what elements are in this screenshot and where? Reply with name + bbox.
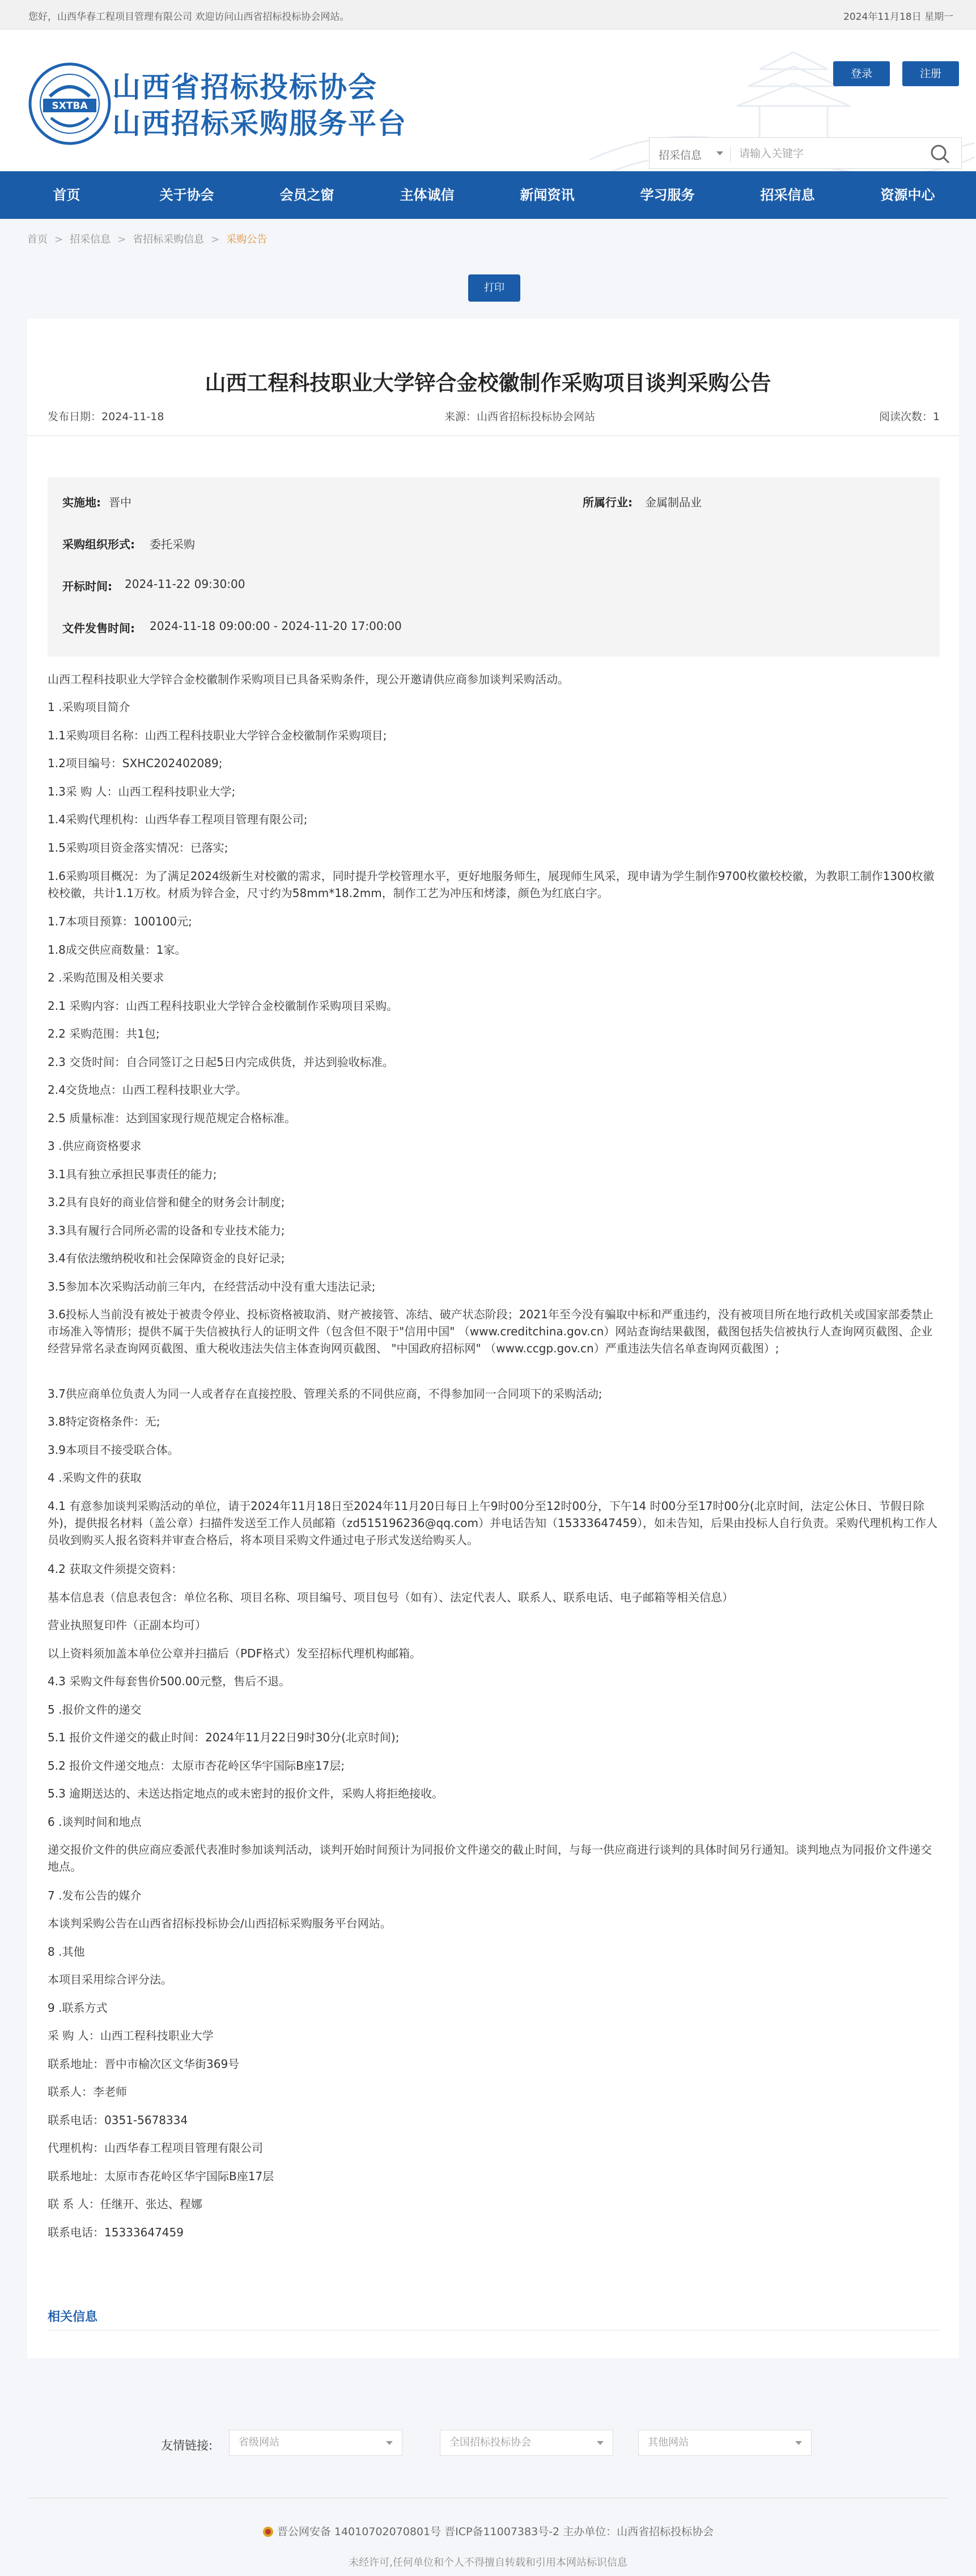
main-nav (0, 171, 976, 219)
industry-value: 金属制品业 (645, 496, 702, 509)
logo-badge-text: SXTBA (52, 100, 88, 112)
paragraph: 递交报价文件的供应商应委派代表准时参加谈判活动，谈判开始时间预计为同报价文件递交的截止时间，与每一供应商进行谈判的具体时间另行通知。谈判地点为同报价文件递交地点。 (48, 1843, 932, 1873)
paragraph: 2.5 质量标准：达到国家现行规范规定合格标准。 (48, 1111, 296, 1125)
police-badge-icon (262, 2526, 274, 2537)
nav-item-learning[interactable]: 学习服务 (640, 187, 695, 203)
copyright-text: 未经许可,任何单位和个人不得擅自转载和引用本网站标识信息 (349, 2557, 627, 2569)
paragraph: 3.3具有履行合同所必需的设备和专业技术能力; (48, 1224, 285, 1237)
friend-links-bar (0, 2402, 976, 2476)
search-category-select[interactable]: 招采信息 (659, 149, 702, 162)
paragraph: 4.1 有意参加谈判采购活动的单位，请于2024年11月18日至2024年11月20日每日上午9时00分至12时00分，下午14 时00分至17时00分(北京时间，法定公休日、节假日除外)，提供报名材料（盖公章）扫描件发送至工作人员邮箱（zd515196236@qq.com）并电话告知（15333647459），如未告知，后果由投标人自行负责。采购代理机构工作人员收到购买人报名资料并审查合格后，将本项目采购文件通过电子形式发送给购买人。 (48, 1499, 937, 1547)
article-source (444, 408, 595, 424)
paragraph: 2.3 交货时间：自合同签订之日起5日内完成供货，并达到验收标准。 (48, 1055, 394, 1069)
other-sites-select[interactable] (638, 2430, 812, 2456)
place-label: 实施地: (62, 496, 101, 509)
paragraph: 3.4有依法缴纳税收和社会保障资金的良好记录; (48, 1251, 285, 1265)
paragraph: 营业执照复印件（正副本均可） (48, 1618, 206, 1632)
login-button[interactable]: 登录 (833, 61, 890, 86)
paragraph: 1.8成交供应商数量：1家。 (48, 943, 186, 957)
site-title-line2: 山西招标采购服务平台 (112, 107, 407, 140)
paragraph: 1.7本项目预算：100100元; (48, 915, 192, 928)
search-input[interactable] (739, 143, 920, 164)
paragraph: 联系电话：15333647459 (48, 2226, 184, 2239)
place-value: 晋中 (109, 496, 131, 509)
breadcrumb-current: 采购公告 (226, 234, 268, 246)
breadcrumb-province[interactable]: 省招标采购信息 (133, 234, 205, 246)
provincial-sites-select[interactable] (229, 2430, 402, 2456)
related-info-title: 相关信息 (48, 2310, 98, 2324)
paragraph: 7 .发布公告的媒介 (48, 1889, 142, 1902)
title-divider (27, 435, 959, 436)
paragraph: 3.6投标人当前没有被处于被责令停业、投标资格被取消、财产被接管、冻结、破产状态阶段；2021年至今没有骗取中标和严重违约，没有被项目所在地行政机关或国家部委禁止市场准入等情形；提供不属于失信被执行人的证明文件（包含但不限于"信用中国" （www.creditchina.gov.cn）网站查询结果截图，截图包括失信被执行人查询网页截图、企业经营异常名录查询网页截图、重大税收违法失信主体查询网页截图、 "中国政府招标网" （www.ccgp.gov.cn）严重违法失信名单查询网页截图）; (48, 1308, 933, 1355)
paragraph: 1.5采购项目资金落实情况：已落实; (48, 841, 228, 855)
paragraph: 联系地址：晋中市榆次区文华街369号 (48, 2057, 240, 2071)
paragraph: 4 .采购文件的获取 (48, 1471, 142, 1484)
open-time-value: 2024-11-22 09:30:00 (125, 577, 245, 591)
paragraph: 2.4交货地点：山西工程科技职业大学。 (48, 1083, 247, 1097)
national-sites-select-label: 全国招标投标协会 (449, 2437, 531, 2448)
paragraph: 2.1 采购内容：山西工程科技职业大学锌合金校徽制作采购项目采购。 (48, 999, 398, 1013)
paragraph: 3.2具有良好的商业信誉和健全的财务会计制度; (48, 1195, 285, 1209)
register-button[interactable]: 注册 (902, 61, 959, 86)
chevron-down-icon (716, 151, 723, 155)
icp-info (0, 2523, 976, 2539)
read-count (879, 408, 940, 424)
top-bar (0, 0, 976, 29)
search-icon[interactable] (926, 141, 953, 166)
date-text: 2024年11月18日 星期一 (843, 11, 953, 23)
friend-links-label: 友情链接: (161, 2439, 213, 2452)
nav-item-tenders[interactable]: 招采信息 (760, 187, 815, 203)
paragraph: 1.2项目编号：SXHC202402089; (48, 756, 223, 770)
paragraph: 5.1 报价文件递交的截止时间：2024年11月22日9时30分(北京时间); (48, 1731, 400, 1744)
doc-time-value: 2024-11-18 09:00:00 - 2024-11-20 17:00:00 (150, 619, 402, 633)
association-logo-icon (27, 61, 112, 146)
open-time-label: 开标时间: (62, 580, 112, 593)
chevron-down-icon (597, 2441, 604, 2445)
paragraph: 本谈判采购公告在山西省招标投标协会/山西招标采购服务平台网站。 (48, 1917, 392, 1930)
paragraph: 6 .谈判时间和地点 (48, 1815, 142, 1829)
chevron-down-icon (795, 2441, 802, 2445)
nav-item-about[interactable]: 关于协会 (159, 187, 214, 203)
paragraph: 1 .采购项目简介 (48, 700, 130, 714)
icp-text: 晋公网安备 14010702070801号 晋ICP备11007383号-2 主办单位：山西省招标投标协会 (277, 2526, 714, 2538)
chevron-down-icon (386, 2441, 393, 2445)
paragraph: 2.2 采购范围：共1包; (48, 1027, 160, 1040)
paragraph: 联 系 人：任继开、张达、程娜 (48, 2197, 202, 2211)
other-sites-select-label: 其他网站 (648, 2437, 689, 2448)
breadcrumb-sep: > (117, 234, 126, 246)
paragraph: 3.7供应商单位负责人为同一人或者存在直接控股、管理关系的不同供应商，不得参加同一合同项下的采购活动; (48, 1387, 602, 1401)
site-title-line1: 山西省招标投标协会 (112, 71, 377, 104)
breadcrumb (27, 231, 267, 246)
paragraph: 联系人：李老师 (48, 2085, 127, 2099)
breadcrumb-tenders[interactable]: 招采信息 (70, 234, 111, 246)
paragraph: 以上资料须加盖本单位公章并扫描后（PDF格式）发至招标代理机构邮箱。 (48, 1647, 421, 1660)
paragraph: 3.8特定资格条件：无; (48, 1415, 160, 1428)
paragraph: 1.1采购项目名称：山西工程科技职业大学锌合金校徽制作采购项目; (48, 729, 387, 742)
search-box (649, 137, 962, 169)
paragraph: 3 .供应商资格要求 (48, 1139, 142, 1153)
nav-item-home[interactable]: 首页 (53, 187, 80, 203)
nav-item-credit[interactable]: 主体诚信 (400, 187, 455, 203)
greeting-text: 您好，山西华春工程项目管理有限公司 欢迎访问山西省招标投标协会网站。 (28, 11, 350, 23)
paragraph: 4.2 获取文件须提交资料： (48, 1562, 183, 1576)
breadcrumb-sep: > (54, 234, 63, 246)
paragraph: 8 .其他 (48, 1945, 85, 1959)
paragraph: 3.1具有独立承担民事责任的能力; (48, 1168, 217, 1181)
print-button[interactable]: 打印 (468, 274, 520, 302)
search-divider (730, 146, 731, 162)
paragraph: 3.9本项目不接受联合体。 (48, 1443, 179, 1457)
source-value: 山西省招标投标协会网站 (477, 411, 596, 423)
paragraph: 基本信息表（信息表包含：单位名称、项目名称、项目编号、项目包号（如有）、法定代表人、联系人、联系电话、电子邮箱等相关信息） (48, 1591, 733, 1604)
publish-date-value: 2024-11-18 (101, 411, 164, 423)
read-count-value: 1 (933, 411, 940, 423)
site-header (0, 29, 976, 171)
paragraph: 2 .采购范围及相关要求 (48, 971, 164, 984)
paragraph: 3.5参加本次采购活动前三年内，在经营活动中没有重大违法记录; (48, 1280, 376, 1293)
paragraph: 5.2 报价文件递交地点：太原市杏花岭区华宇国际B座17层; (48, 1759, 345, 1773)
paragraph: 1.6采购项目概况：为了满足2024级新生对校徽的需求，同时提升学校管理水平，更好地服务师生，展现师生风采，现申请为学生制作9700枚徽校校徽，为教职工制作1300枚徽校校徽，共计1.1万枚。材质为锌合金，尺寸约为58mm*18.2mm，制作工艺为冲压和烤漆，颜色为红底白字。 (48, 869, 935, 900)
breadcrumb-sep: > (211, 234, 220, 246)
paragraph: 1.3采 购 人：山西工程科技职业大学; (48, 785, 236, 798)
paragraph: 5.3 逾期送达的、未送达指定地点的或未密封的报价文件，采购人将拒绝接收。 (48, 1787, 444, 1800)
nav-item-resources[interactable]: 资源中心 (880, 187, 935, 203)
paragraph: 联系地址：太原市杏花岭区华宇国际B座17层 (48, 2169, 274, 2183)
industry-label: 所属行业: (583, 496, 633, 509)
breadcrumb-home[interactable]: 首页 (27, 234, 48, 246)
paragraph: 联系电话：0351-5678334 (48, 2113, 188, 2127)
nav-item-members[interactable]: 会员之窗 (279, 187, 334, 203)
paragraph: 1.4采购代理机构：山西华春工程项目管理有限公司; (48, 813, 308, 826)
paragraph: 采 购 人：山西工程科技职业大学 (48, 2029, 214, 2042)
doc-time-label: 文件发售时间: (62, 621, 135, 635)
article-title: 山西工程科技职业大学锌合金校徽制作采购项目谈判采购公告 (205, 371, 771, 395)
nav-item-news[interactable]: 新闻资讯 (520, 187, 575, 203)
paragraph: 9 .联系方式 (48, 2001, 108, 2015)
publish-date-label: 发布日期： (48, 411, 102, 423)
paragraph: 山西工程科技职业大学锌合金校徽制作采购项目已具备采购条件，现公开邀请供应商参加谈判采购活动。 (48, 672, 569, 686)
source-label: 来源： (444, 411, 477, 423)
publish-date (48, 408, 164, 424)
org-label: 采购组织形式: (62, 538, 135, 551)
paragraph: 本项目采用综合评分法。 (48, 1973, 172, 1986)
paragraph: 代理机构：山西华春工程项目管理有限公司 (48, 2141, 263, 2155)
paragraph: 4.3 采购文件每套售价500.00元整，售后不退。 (48, 1674, 291, 1688)
read-count-label: 阅读次数： (879, 411, 933, 423)
provincial-sites-select-label: 省级网站 (239, 2437, 279, 2448)
info-panel (48, 477, 940, 657)
paragraph: 5 .报价文件的递交 (48, 1703, 142, 1716)
national-sites-select[interactable] (440, 2430, 613, 2456)
org-value: 委托采购 (150, 538, 195, 551)
